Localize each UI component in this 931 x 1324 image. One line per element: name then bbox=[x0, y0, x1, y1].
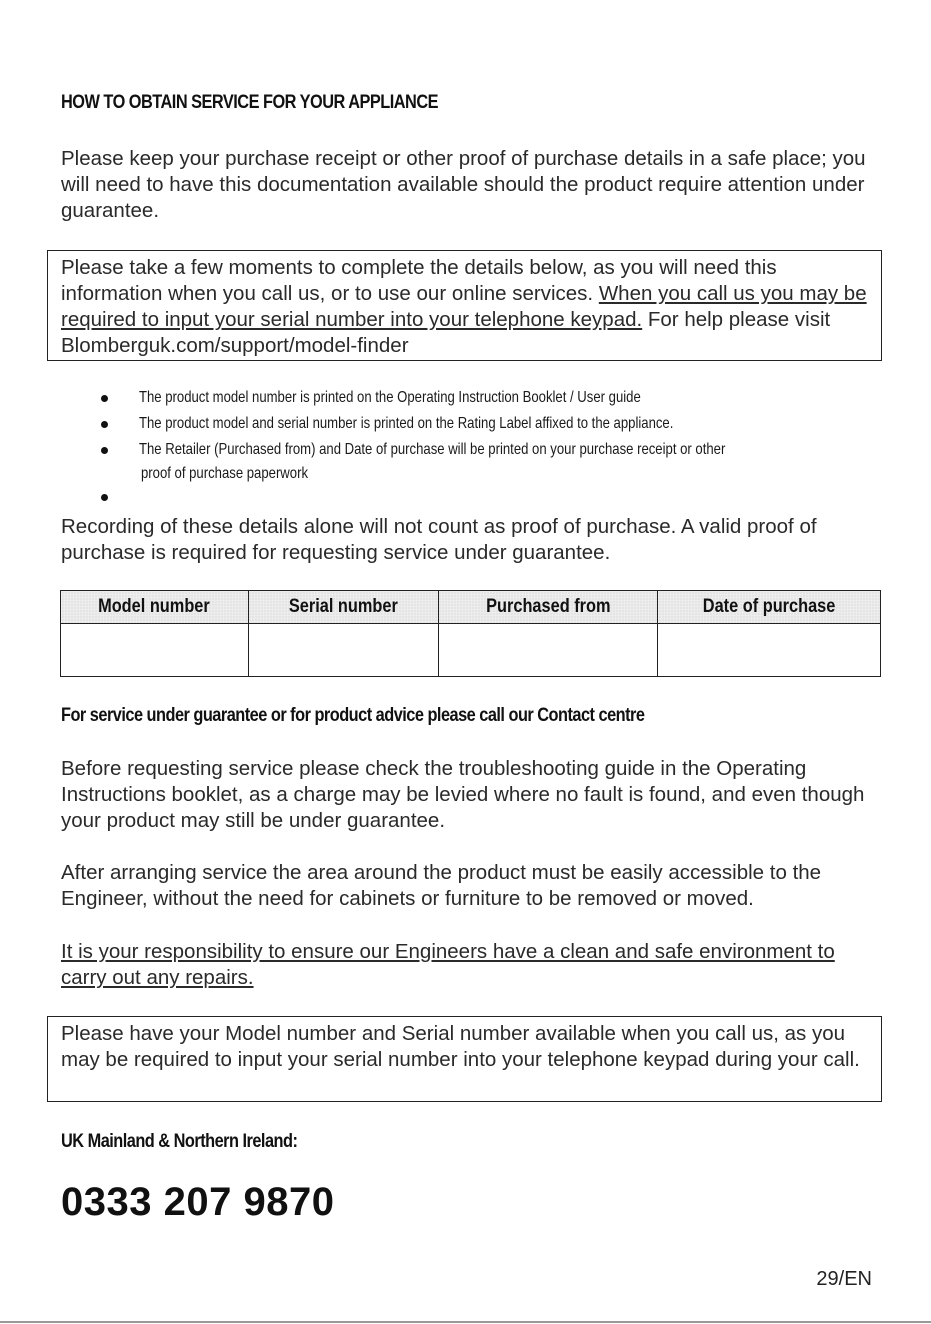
main-heading: HOW TO OBTAIN SERVICE FOR YOUR APPLIANCE bbox=[61, 92, 439, 113]
bullet-icon bbox=[101, 447, 108, 454]
model-number-cell[interactable] bbox=[61, 624, 249, 677]
list-item bbox=[0, 438, 931, 464]
phone-number[interactable]: 0333 207 9870 bbox=[61, 1180, 335, 1224]
list-item bbox=[0, 412, 931, 438]
header-model-number: Model number bbox=[61, 591, 249, 624]
serial-number-cell[interactable] bbox=[248, 624, 438, 677]
date-of-purchase-cell[interactable] bbox=[658, 624, 881, 677]
info-box-text: Please take a few moments to complete the details below, as you will need this information when you call us, or to use our online services. bbox=[61, 256, 777, 305]
call-box: Please have your Model number and Serial number available when you call us, as you may be required to input your serial number into your telephone keypad during your call. bbox=[47, 1016, 882, 1102]
responsibility-paragraph: It is your responsibility to ensure our Engineers have a clean and safe environment to carry out any repairs. bbox=[61, 940, 835, 989]
bullet-text: The product model number is printed on the Operating Instruction Booklet / User guide bbox=[139, 389, 641, 406]
bullet-icon bbox=[101, 395, 108, 402]
list-item bbox=[0, 386, 931, 412]
page-number: 29/EN bbox=[816, 1268, 872, 1290]
table-row bbox=[61, 624, 881, 677]
region-heading: UK Mainland & Northern Ireland: bbox=[61, 1131, 298, 1152]
info-box bbox=[47, 250, 882, 361]
bullet-icon bbox=[101, 421, 108, 428]
header-date-of-purchase: Date of purchase bbox=[658, 591, 881, 624]
access-paragraph: After arranging service the area around the product must be easily accessible to the Engineer, without the need for cabinets or furniture to be removed or moved. bbox=[61, 861, 822, 910]
troubleshoot-paragraph: Before requesting service please check the troubleshooting guide in the Operating Instructions booklet, as a charge may be levied where no fault is found, and even though your product may still be under guarantee. bbox=[61, 757, 865, 832]
intro-paragraph: Please keep your purchase receipt or other proof of purchase details in a safe place; you will need to have this documentation available should the product require attention under guarantee. bbox=[61, 147, 866, 222]
list-item-continuation bbox=[0, 464, 931, 490]
bullet-text: proof of purchase paperwork bbox=[141, 465, 309, 482]
info-box-help-text: For help please visit Blomberguk.com/support/model-finder bbox=[61, 308, 831, 357]
purchase-details-table bbox=[60, 590, 881, 677]
bullet-text: The product model and serial number is printed on the Rating Label affixed to the appliance. bbox=[139, 415, 674, 432]
bullet-text: The Retailer (Purchased from) and Date of purchase will be printed on your purchase receipt or other bbox=[139, 441, 726, 458]
table-header-row bbox=[61, 591, 881, 624]
header-serial-number: Serial number bbox=[248, 591, 438, 624]
service-heading: For service under guarantee or for product advice please call our Contact centre bbox=[61, 705, 645, 726]
header-purchased-from: Purchased from bbox=[438, 591, 658, 624]
info-box-underlined-text: When you call us you may be required to input your serial number into your telephone keypad. bbox=[61, 282, 867, 331]
recording-note: Recording of these details alone will not count as proof of purchase. A valid proof of purchase is required for requesting service under guarantee. bbox=[61, 515, 817, 564]
list-item-empty bbox=[0, 490, 931, 516]
bottom-divider bbox=[0, 1321, 931, 1323]
bullet-icon bbox=[101, 494, 108, 501]
purchased-from-cell[interactable] bbox=[438, 624, 658, 677]
detail-bullet-list bbox=[0, 386, 931, 516]
